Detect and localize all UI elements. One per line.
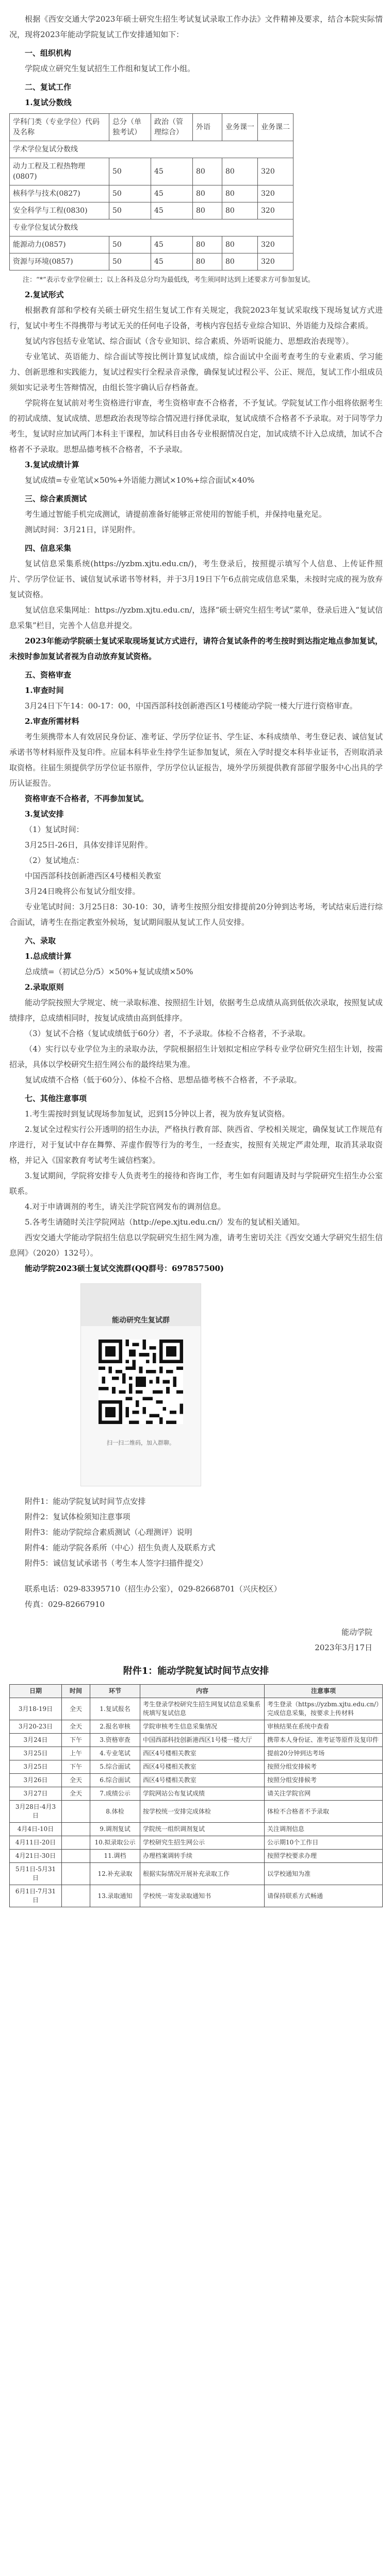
subsection-heading: 2.审查所需材料 <box>25 717 79 726</box>
schedule-table-body <box>10 1698 383 1907</box>
table-cell: 办理档案调转手续 <box>140 1850 265 1863</box>
table-row <box>10 185 293 202</box>
table-cell: 80 <box>193 185 222 202</box>
table-cell: 根据实际情况开展补充录取工作 <box>140 1863 265 1885</box>
table-cell: 考生登录学校研究生招生网复试信息采集系统填写复试信息 <box>140 1698 265 1720</box>
table-cell: 45 <box>151 202 193 219</box>
table-cell: 5月1日-5月31日 <box>10 1863 62 1885</box>
qr-caption: 扫一扫二维码，加入群聊。 <box>107 1439 175 1446</box>
table-cell: 请保持联系方式畅通 <box>265 1885 383 1907</box>
subsection-heading: 1.审查时间 <box>25 686 64 695</box>
table-cell: 80 <box>193 202 222 219</box>
table-cell: 按学校统一安排完成体检 <box>140 1801 265 1823</box>
table-cell: 上午 <box>62 1747 90 1760</box>
table-cell: 学校研究生招生网公示 <box>140 1836 265 1850</box>
table-cell: 320 <box>258 185 293 202</box>
paragraph: 专业笔试时间：3月25日8：30-10：30，请考生按照分组安排提前20分钟到达考场，考试结束后进行综合面试，请考生在指定教室外候场，复试期间服从复试工作人员安排。 <box>9 902 383 927</box>
section-heading: 一、组织机构 <box>25 48 72 58</box>
table-cell: 3月25日 <box>10 1747 62 1760</box>
paragraph: 3月24日晚将公布复试分组安排。 <box>25 887 140 896</box>
table-cell: 审核结果在系统中查看 <box>265 1720 383 1734</box>
table-cell: 3月26日 <box>10 1774 62 1787</box>
emphasis-paragraph: 资格审查不合格者，不再参加复试。 <box>25 794 149 803</box>
table-cell: 3月18-19日 <box>10 1698 62 1720</box>
table-header-cell: 外语 <box>193 114 222 141</box>
table-cell: 45 <box>151 185 193 202</box>
paragraph: 3.复试期间，学院将安排专人负责考生的接待和咨询工作，考生如有问题请及时与学院研究生招生办公室联系。 <box>9 1171 383 1196</box>
attachment-item[interactable]: 附件2：复试体检须知注意事项 <box>25 1512 130 1521</box>
table-cell: 50 <box>109 158 151 185</box>
paragraph: （1）复试时间： <box>25 825 84 834</box>
table-row <box>10 1801 383 1823</box>
table-cell: 7.成绩公示 <box>90 1787 140 1801</box>
paragraph: 能动学院按照大学规定、统一录取标准、按照招生计划，依据考生总成绩从高到低依次录取，按照复试成绩排序，总成绩相同时，按复试成绩由高到低排序。 <box>9 998 383 1023</box>
table-cell: 80 <box>193 158 222 185</box>
table-row <box>10 1823 383 1836</box>
table-cell: 全天 <box>62 1698 90 1720</box>
paragraph: 复试信息采集系统(https://yzbm.xjtu.edu.cn/)，考生登录后，按照提示填写个人信息、上传证件照片、学历学位证书、诚信复试承诺书等材料，并于3月19日下午6点前完成信息采集，未按时完成的视为放弃复试资格。 <box>9 559 383 599</box>
paragraph: （3）复试不合格（复试成绩低于60分）者，不予录取。体检不合格者，不予录取。 <box>25 1029 311 1038</box>
table-row <box>10 1698 383 1720</box>
table-cell: 80 <box>222 185 258 202</box>
table-cell: 320 <box>258 253 293 270</box>
table-cell: 80 <box>222 158 258 185</box>
paragraph: 复试内容包括专业笔试、综合面试（含专业知识、综合素质、外语听说能力、思想政治表现等）。 <box>25 336 354 346</box>
table-cell: 学院统一组织调剂复试 <box>140 1823 265 1836</box>
paragraph: （2）复试地点： <box>25 856 84 865</box>
table-cell: 动力工程及工程热物理(0807) <box>10 158 109 185</box>
table-cell: 关注调剂信息 <box>265 1823 383 1836</box>
table-cell: 资源与环境(0857) <box>10 253 109 270</box>
table-cell: 学院审核考生信息采集情况 <box>140 1720 265 1734</box>
spacer <box>9 1571 383 1581</box>
table-cell: 50 <box>109 185 151 202</box>
table-header-row <box>10 1685 383 1698</box>
table-cell: 公示期10个工作日 <box>265 1836 383 1850</box>
table-cell: 学院网站公布复试成绩 <box>140 1787 265 1801</box>
table-cell: 西区4号楼相关教室 <box>140 1760 265 1774</box>
table-row <box>10 1734 383 1747</box>
paragraph: 3月24日下午14：00-17：00，中国西部科技创新港西区1号楼能动学院一楼大厅进行资格审查。 <box>25 701 357 710</box>
paragraph: 5.各考生请随时关注学院网站（http://epe.xjtu.edu.cn/）发布的复试相关通知。 <box>25 1217 305 1227</box>
section-heading: 六、录取 <box>25 936 56 945</box>
table-cell: 50 <box>109 236 151 253</box>
table-row <box>10 1850 383 1863</box>
contact-line: 联系电话：029-83395710（招生办公室），029-82668701（兴庆校区） <box>25 1584 282 1594</box>
table-row <box>10 158 293 185</box>
emphasis-paragraph: 2023年能动学院硕士复试采取现场复试方式进行，请符合复试条件的考生按时到达指定地点参加复试，未按时参加复试者视为自动放弃复试资格。 <box>9 636 383 661</box>
table-row <box>10 1720 383 1734</box>
section-heading: 七、其他注意事项 <box>25 1094 87 1103</box>
table-cell <box>62 1863 90 1885</box>
table-cell: 提前20分钟到达考场 <box>265 1747 383 1760</box>
paragraph: 根据教育部和学校有关硕士研究生招生复试工作有关规定，我院2023年复试采取线下现场复试方式进行，复试中考生不得携带与考试无关的任何电子设备，考核内容包括专业综合知识、外语能力及综合素质。 <box>9 306 383 330</box>
paragraph: 4.对于申请调剂的考生，请关注学院官网发布的调剂信息。 <box>25 1202 226 1211</box>
subsection-heading: 2.复试形式 <box>25 290 64 299</box>
table-group-row <box>10 219 293 236</box>
table-cell: 安全科学与工程(0830) <box>10 202 109 219</box>
table-cell: 10.拟录取公示 <box>90 1836 140 1850</box>
table-header-cell: 学科门类（专业学位）代码及名称 <box>10 114 109 141</box>
subsection-heading: 3.复试成绩计算 <box>25 460 79 469</box>
table-cell: 3月25日 <box>10 1760 62 1774</box>
table-cell: 学校统一寄发录取通知书 <box>140 1885 265 1907</box>
attachment-item[interactable]: 附件3：能动学院综合素质测试（心理测评）说明 <box>25 1528 192 1537</box>
qr-group-name: 能动研究生复试群 <box>112 1316 170 1325</box>
attachment-item[interactable]: 附件4：能动学院各系所（中心）招生负责人及联系方式 <box>25 1543 216 1552</box>
table-header-cell: 环节 <box>90 1685 140 1698</box>
table-cell: 携带本人身份证、准考证等原件及复印件 <box>265 1734 383 1747</box>
table-header-cell: 业务课一 <box>222 114 258 141</box>
paragraph: （4）实行以专业学位为主的录取办法，学院根据招生计划拟定相应学科专业学位研究生招生计划，按需招录，具体以学校研究生招生网公布的最终结果为准。 <box>9 1044 383 1069</box>
table-cell: 请关注学院官网 <box>265 1787 383 1801</box>
table-header-cell: 内容 <box>140 1685 265 1698</box>
table-cell: 5.综合面试 <box>90 1760 140 1774</box>
table-cell: 下午 <box>62 1760 90 1774</box>
table-cell: 320 <box>258 158 293 185</box>
table-row <box>10 202 293 219</box>
table-row <box>10 1863 383 1885</box>
paragraph: 复试成绩不合格（低于60分）、体检不合格、思想品德考核不合格者，不予录取。 <box>25 1075 302 1084</box>
table-cell: 50 <box>109 253 151 270</box>
table-row <box>10 1787 383 1801</box>
table-note: 注：“*”表示专业学位硕士；以上各科及总分均为最低线，考生须同时达到上述要求方可参加复试。 <box>23 276 315 284</box>
table-cell: 2.报名审核 <box>90 1720 140 1734</box>
table-cell: 全天 <box>62 1774 90 1787</box>
qr-card <box>80 1283 201 1486</box>
table-cell: 45 <box>151 236 193 253</box>
table-row <box>10 1774 383 1787</box>
table-cell: 全天 <box>62 1787 90 1801</box>
section-heading: 四、信息采集 <box>25 544 72 553</box>
attachment-item[interactable]: 附件1：能动学院复试时间节点安排 <box>25 1497 146 1506</box>
table-cell: 80 <box>222 253 258 270</box>
subsection-heading: 1.复试分数线 <box>25 98 72 107</box>
table-cell: 3月24日 <box>10 1734 62 1747</box>
paragraph: 学院成立研究生复试招生工作组和复试工作小组。 <box>25 64 195 73</box>
table-header-cell: 注意事项 <box>265 1685 383 1698</box>
table-cell: 11.调档 <box>90 1850 140 1863</box>
table-cell: 50 <box>109 202 151 219</box>
table-cell: 体检不合格者不予录取 <box>265 1801 383 1823</box>
table-cell: 3月20-23日 <box>10 1720 62 1734</box>
table-cell: 按照分组安排候考 <box>265 1760 383 1774</box>
table-group-row <box>10 141 293 158</box>
paragraph: 测试时间：3月21日，详见附件。 <box>25 525 140 534</box>
paragraph: 3月25日-26日，具体安排详见附件。 <box>25 840 153 850</box>
score-line-table <box>9 113 293 270</box>
table-row <box>10 1885 383 1907</box>
table-cell: 西区4号楼相关教室 <box>140 1747 265 1760</box>
table-cell: 4月11日-20日 <box>10 1836 62 1850</box>
table-cell: 中国西部科技创新港西区1号楼一楼大厅 <box>140 1734 265 1747</box>
document-body <box>9 11 383 1907</box>
table-cell: 320 <box>258 236 293 253</box>
paragraph: 学院将在复试前对考生资格进行审查，考生资格审查不合格者，不予复试。学院复试工作小组将依据考生的初试成绩、复试成绩、思想政治表现等综合情况进行择优录取，复试成绩不合格者不予录取。对于同等学力考生，复试时应加试两门本科主干课程，加试科目由各专业根据情况自定，加试成绩不计入总成绩，加试不合格者不予录取。思想品德考核不合格者，不予录取。 <box>9 398 383 454</box>
signoff-unit: 能动学院 <box>341 1628 372 1637</box>
table-cell: 80 <box>193 236 222 253</box>
subsection-heading: 1.总成绩计算 <box>25 952 72 961</box>
qq-group-title: 能动学院2023硕士复试交流群(QQ群号：697857500) <box>25 1264 224 1273</box>
table-cell: 能源动力(0857) <box>10 236 109 253</box>
paragraph: 考生通过智能手机完成测试，请提前准备好能够正常使用的智能手机，并保持电量充足。 <box>25 510 327 519</box>
table-cell: 下午 <box>62 1734 90 1747</box>
table-cell: 80 <box>222 202 258 219</box>
table-cell: 9.调剂复试 <box>90 1823 140 1836</box>
table-cell: 12.补充录取 <box>90 1863 140 1885</box>
table-header-cell: 业务课二 <box>258 114 293 141</box>
table-header-cell: 日期 <box>10 1685 62 1698</box>
spacer <box>9 1612 383 1624</box>
table-cell: 4月21日-30日 <box>10 1850 62 1863</box>
table-header-cell: 时间 <box>62 1685 90 1698</box>
table-group-label: 学术学位复试分数线 <box>10 141 293 158</box>
table-cell: 8.体检 <box>90 1801 140 1823</box>
table-cell <box>62 1885 90 1907</box>
table-cell: 45 <box>151 158 193 185</box>
table-row <box>10 1836 383 1850</box>
table-cell: 3月28日-4月3日 <box>10 1801 62 1823</box>
table-cell: 13.录取通知 <box>90 1885 140 1907</box>
paragraph: 2.复试全过程实行公开透明的招生办法，严格执行教育部、陕西省、学校相关规定，确保复试工作规范有序进行，对于复试中存在舞弊、弄虚作假等行为的考生，一经查实，按照有关规定严肃处理，取消其录取资格，并记入《国家教育考试考生诚信档案》。 <box>9 1125 383 1165</box>
table-cell <box>62 1823 90 1836</box>
table-cell: 西区4号楼相关教室 <box>140 1774 265 1787</box>
table-cell: 6月1日-7月31日 <box>10 1885 62 1907</box>
table-cell <box>62 1801 90 1823</box>
table-cell: 320 <box>258 202 293 219</box>
paragraph: 中国西部科技创新港西区4号楼相关教室 <box>25 871 161 880</box>
paragraph: 西安交通大学能动学院招生信息以学院研究生招生网为准，请考生密切关注《西安交通大学研究生招生信息网》（2020）132号）。 <box>9 1233 383 1258</box>
formula-paragraph: 总成绩=（初试总分/5）×50%+复试成绩×50% <box>25 967 193 976</box>
schedule-table <box>9 1684 383 1907</box>
table-cell: 以学校通知为准 <box>265 1863 383 1885</box>
section-heading: 五、资格审查 <box>25 670 72 680</box>
attachment-item[interactable]: 附件5：诚信复试承诺书（考生本人签字扫描件提交） <box>25 1558 208 1568</box>
table-header-row <box>10 114 293 141</box>
paragraph: 考生须携带本人有效居民身份证、准考证、学历学位证书、学生证、本科成绩单、考生登记表、诚信复试承诺书等材料原件及复印件。应届本科毕业生持学生证参加复试，须在入学时提交本科毕业证书，否则取消录取资格。往届生须提供学历学位证书原件，学历学位认证报告，境外学历须提供教育部留学服务中心出具的学历认证报告。 <box>9 732 383 788</box>
table-group-label: 专业学位复试分数线 <box>10 219 293 236</box>
table-cell: 按照分组安排候考 <box>265 1774 383 1787</box>
table-cell: 3月27日 <box>10 1787 62 1801</box>
table-cell: 4.专业笔试 <box>90 1747 140 1760</box>
signoff-date: 2023年3月17日 <box>315 1643 372 1652</box>
table-row <box>10 1760 383 1774</box>
table-cell: 45 <box>151 253 193 270</box>
paragraph: 复试信息采集网址：https://yzbm.xjtu.edu.cn/，选择“硕士研究生招生考试”菜单，登录后进入“复试信息采集”栏目，完善个人信息并提交。 <box>9 605 383 630</box>
table-cell: 3.资格审查 <box>90 1734 140 1747</box>
paragraph: 1.考生需按时到复试现场参加复试，迟到15分钟以上者，视为放弃复试资格。 <box>25 1109 290 1118</box>
table-cell: 80 <box>193 253 222 270</box>
table-cell: 1.复试报名 <box>90 1698 140 1720</box>
table-cell: 全天 <box>62 1720 90 1734</box>
table-cell <box>62 1836 90 1850</box>
table-cell <box>62 1850 90 1863</box>
table-cell: 核科学与技术(0827) <box>10 185 109 202</box>
table-header-cell: 总分（单独考试） <box>109 114 151 141</box>
section-heading: 三、综合素质测试 <box>25 494 87 503</box>
subsection-heading: 2.录取原则 <box>25 982 64 992</box>
contact-line: 传真：029-82667910 <box>25 1600 105 1609</box>
table-row <box>10 1747 383 1760</box>
annex-title: 附件1：能动学院复试时间节点安排 <box>123 1666 269 1676</box>
table-cell: 4月4日-10日 <box>10 1823 62 1836</box>
table-row <box>10 253 293 270</box>
paragraph: 专业笔试、英语能力、综合面试等按比例计算复试成绩，综合面试中全面考查考生的专业素质、学习能力、创新思维和实践能力，复试过程实行全程录音录像，确保复试过程公平、公正、规范，复试工作小组成员须如实记录考生答辩情况，由组长签字确认后存档备查。 <box>9 352 383 392</box>
table-cell: 按照学校要求办理 <box>265 1850 383 1863</box>
formula-paragraph: 复试成绩=专业笔试×50%+外语能力测试×10%+综合面试×40% <box>25 476 255 485</box>
intro-paragraph: 根据《西安交通大学2023年硕士研究生招生考试复试录取工作办法》文件精神及要求，结合本院实际情况，现将2023年能动学院复试工作安排通知如下： <box>9 14 383 39</box>
table-cell: 6.综合面试 <box>90 1774 140 1787</box>
table-header-cell: 政治（管理综合） <box>151 114 193 141</box>
table-cell: 80 <box>222 236 258 253</box>
table-cell: 考生登录（https://yzbm.xjtu.edu.cn/）完成信息采集，按要求上传材料 <box>265 1698 383 1720</box>
qr-code-icon[interactable] <box>99 1340 183 1424</box>
subsection-heading: 3.复试安排 <box>25 809 64 819</box>
table-row <box>10 236 293 253</box>
section-heading: 二、复试工作 <box>25 82 72 92</box>
